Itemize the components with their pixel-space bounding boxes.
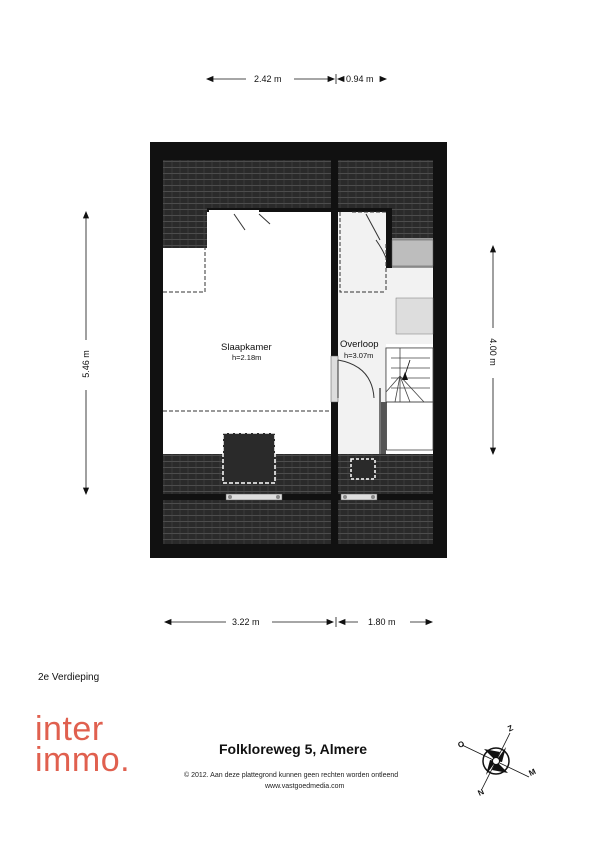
- room-height-overloop: h=3.07m: [344, 351, 374, 360]
- logo-line-1: inter: [35, 710, 104, 748]
- dim-top-left: 2.42 m: [254, 74, 282, 84]
- interior-wall: [331, 208, 338, 454]
- website-link[interactable]: www.vastgoedmedia.com: [265, 783, 345, 790]
- window-overloop: [341, 494, 377, 500]
- room-height-slaapkamer: h=2.18m: [232, 353, 262, 362]
- compass-label-o: O: [456, 739, 466, 750]
- copyright-notice: © 2012. Aan deze plattegrond kunnen geen rechten worden ontleend: [184, 772, 399, 779]
- room-name-slaapkamer: Slaapkamer: [221, 342, 272, 353]
- compass-label-z: Z: [506, 723, 515, 734]
- dim-bottom-right: 1.80 m: [368, 617, 396, 627]
- staircase: [380, 348, 433, 454]
- skylight-slaapkamer: [223, 433, 275, 483]
- dim-right-height: 4.00 m: [488, 338, 498, 366]
- dim-left-height: 5.46 m: [81, 350, 91, 378]
- dim-top-right: 0.94 m: [346, 74, 374, 84]
- overloop-floor: [338, 212, 386, 454]
- floor-label: 2e Verdieping: [38, 672, 100, 683]
- room-name-overloop: Overloop: [340, 339, 379, 350]
- window-slaapkamer: [226, 494, 282, 500]
- compass-rose: [462, 733, 529, 789]
- skylight-overloop: [351, 459, 375, 479]
- slaapkamer-floor: [163, 212, 331, 454]
- dim-bottom-left: 3.22 m: [232, 617, 260, 627]
- compass-label-w: M: [527, 767, 538, 778]
- company-logo: [35, 710, 131, 779]
- logo-line-2: immo.: [35, 741, 131, 779]
- compass-label-n: N: [476, 787, 486, 798]
- property-address: Folkloreweg 5, Almere: [219, 741, 368, 757]
